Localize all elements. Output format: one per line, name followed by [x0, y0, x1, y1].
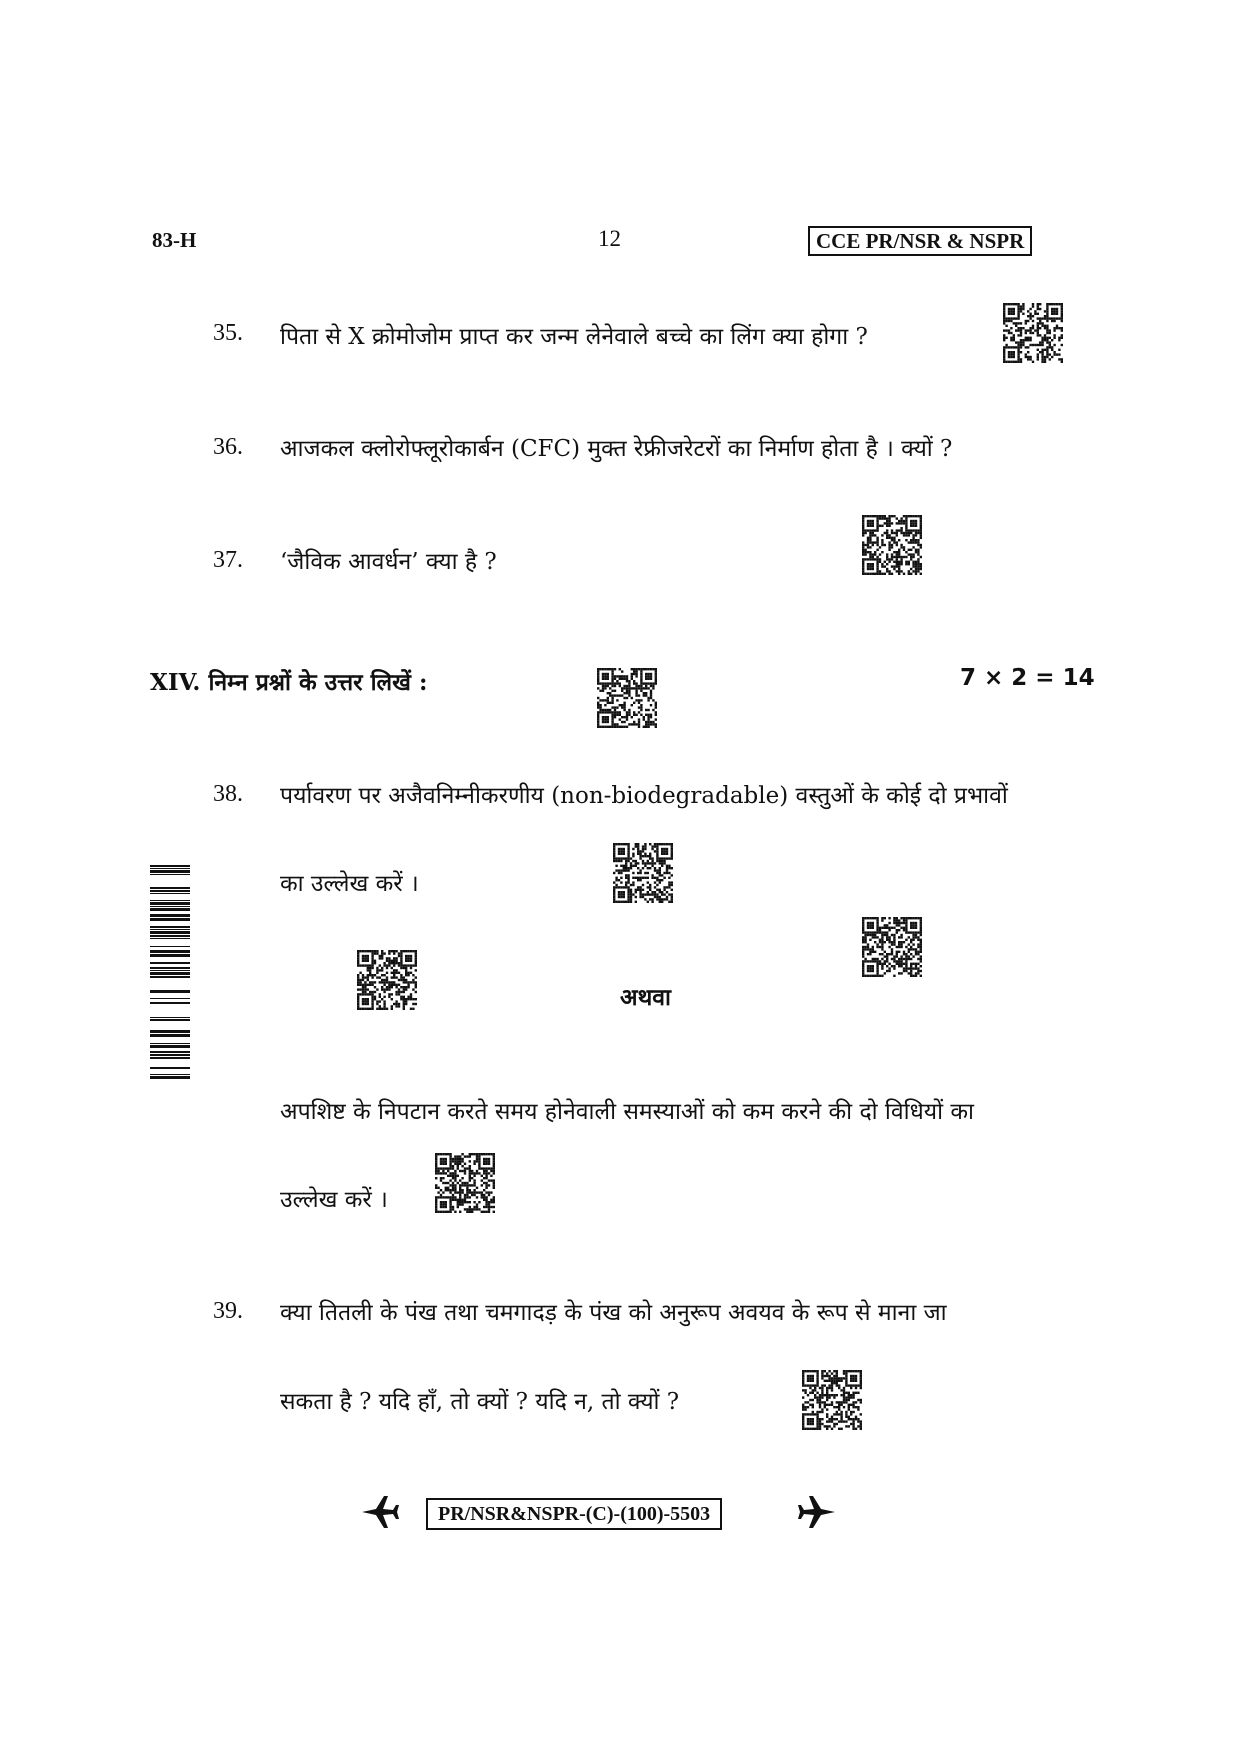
question-number-39: 39. — [213, 1298, 243, 1324]
question-number-38: 38. — [213, 781, 243, 807]
page-number: 12 — [598, 226, 621, 251]
qr-code-icon — [613, 843, 673, 903]
question-number-37: 37. — [213, 547, 243, 573]
question-text-38-alt-line-1: अपशिष्ट के निपटान करते समय होनेवाली समस्याओं को कम करने की दो विधियों का — [280, 1099, 975, 1125]
question-text-35: पिता से X क्रोमोजोम प्राप्त कर जन्म लेनेवाले बच्चे का लिंग क्या होगा ? — [280, 324, 868, 350]
question-number-35: 35. — [213, 320, 243, 346]
question-text-38-line-2: का उल्लेख करें । — [280, 871, 419, 897]
qr-code-icon — [802, 1370, 862, 1430]
question-text-39-line-1: क्या तितली के पंख तथा चमगादड़ के पंख को अनुरूप अवयव के रूप से माना जा — [280, 1300, 947, 1326]
exam-code-box: CCE PR/NSR & NSPR — [808, 226, 1032, 256]
question-number-36: 36. — [213, 434, 243, 460]
question-text-36: आजकल क्लोरोफ्लूरोकार्बन (CFC) मुक्त रेफ्रीजरेटरों का निर्माण होता है । क्यों ? — [280, 436, 953, 462]
question-text-38-alt-line-2: उल्लेख करें । — [280, 1187, 388, 1213]
airplane-icon — [358, 1490, 402, 1534]
section-marks: 7 × 2 = 14 — [960, 665, 1095, 691]
qr-code-icon — [357, 950, 417, 1010]
section-heading: XIV. निम्न प्रश्नों के उत्तर लिखें : — [150, 669, 428, 696]
footer-code-box: PR/NSR&NSPR-(C)-(100)-5503 — [426, 1498, 722, 1530]
qr-code-icon — [862, 917, 922, 977]
or-label: अथवा — [620, 984, 672, 1011]
question-text-37: ‘जैविक आवर्धन’ क्या है ? — [280, 549, 497, 575]
qr-code-icon — [862, 515, 922, 575]
qr-code-icon — [1003, 303, 1063, 363]
barcode-icon — [150, 865, 190, 1080]
qr-code-icon — [597, 668, 657, 728]
qr-code-icon — [435, 1153, 495, 1213]
paper-code: 83-H — [152, 228, 197, 252]
question-text-38-line-1: पर्यावरण पर अजैवनिम्नीकरणीय (non-biodegradable) वस्तुओं के कोई दो प्रभावों — [280, 783, 1008, 809]
question-text-39-line-2: सकता है ? यदि हाँ, तो क्यों ? यदि न, तो क्यों ? — [280, 1389, 680, 1415]
airplane-icon — [795, 1490, 839, 1534]
